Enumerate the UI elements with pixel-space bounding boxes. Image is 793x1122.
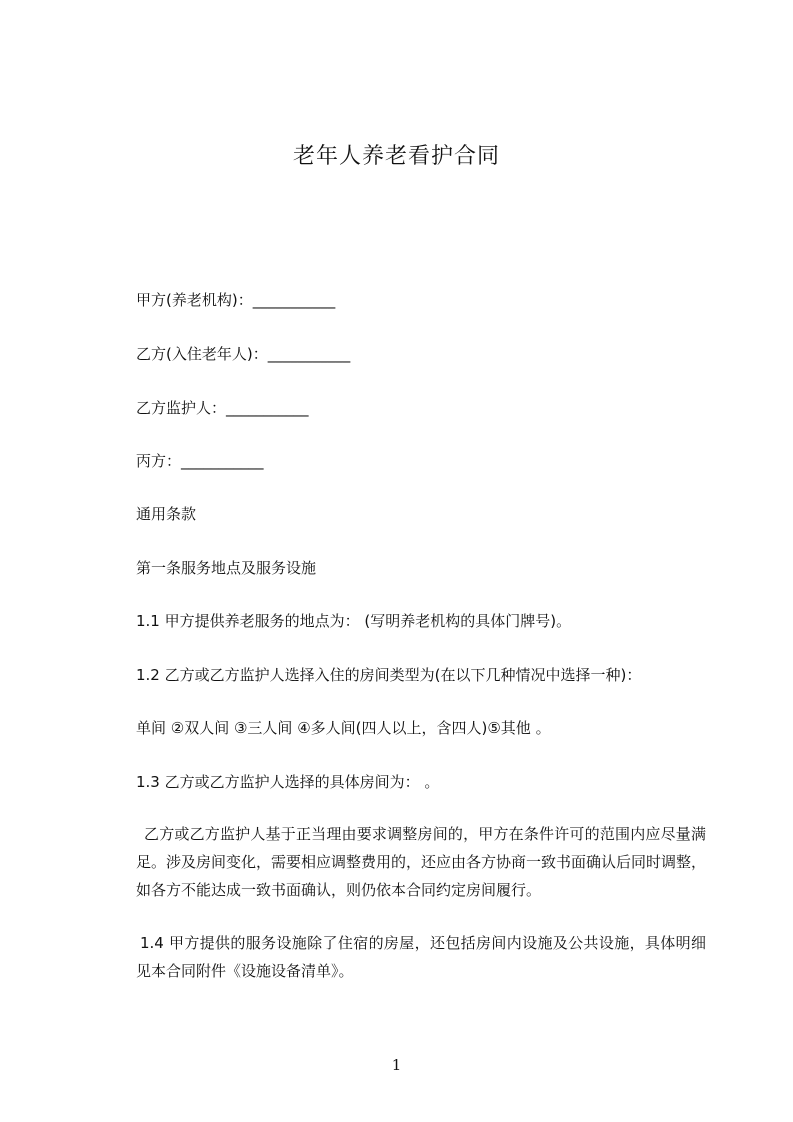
clause-1-4: 1.4 甲方提供的服务设施除了住宿的房屋，还包括房间内设施及公共设施，具体明细见本合同附件《设施设备清单》。 [136,934,706,980]
general-terms-heading: 通用条款 [136,505,197,523]
party-a-line: 甲方(养老机构)：___________ [136,291,336,309]
clause-1-2: 1.2 乙方或乙方监护人选择入住的房间类型为(在以下几种情况中选择一种)： [136,666,642,684]
clause-1-1: 1.1 甲方提供养老服务的地点为： (写明养老机构的具体门牌号)。 [136,612,572,630]
room-change-paragraph: 乙方或乙方监护人基于正当理由要求调整房间的，甲方在条件许可的范围内应尽量满足。涉及房间变化，需要相应调整费用的，还应由各方协商一致书面确认后同时调整，如各方不能达成一致书面确认，则仍依本合同约定房间履行。 [136,825,707,899]
party-b-guardian-line: 乙方监护人：___________ [136,399,309,417]
document-title: 老年人养老看护合同 [292,144,500,169]
article-1-heading: 第一条服务地点及服务设施 [136,559,317,577]
room-type-options: 单间 ②双人间 ③三人间 ④多人间(四人以上，含四人)⑤其他 。 [136,719,551,737]
page-number: 1 [391,1056,402,1074]
clause-1-3: 1.3 乙方或乙方监护人选择的具体房间为： 。 [136,773,440,791]
party-c-line: 丙方：___________ [136,452,264,470]
party-b-line: 乙方(入住老年人)：___________ [136,345,351,363]
